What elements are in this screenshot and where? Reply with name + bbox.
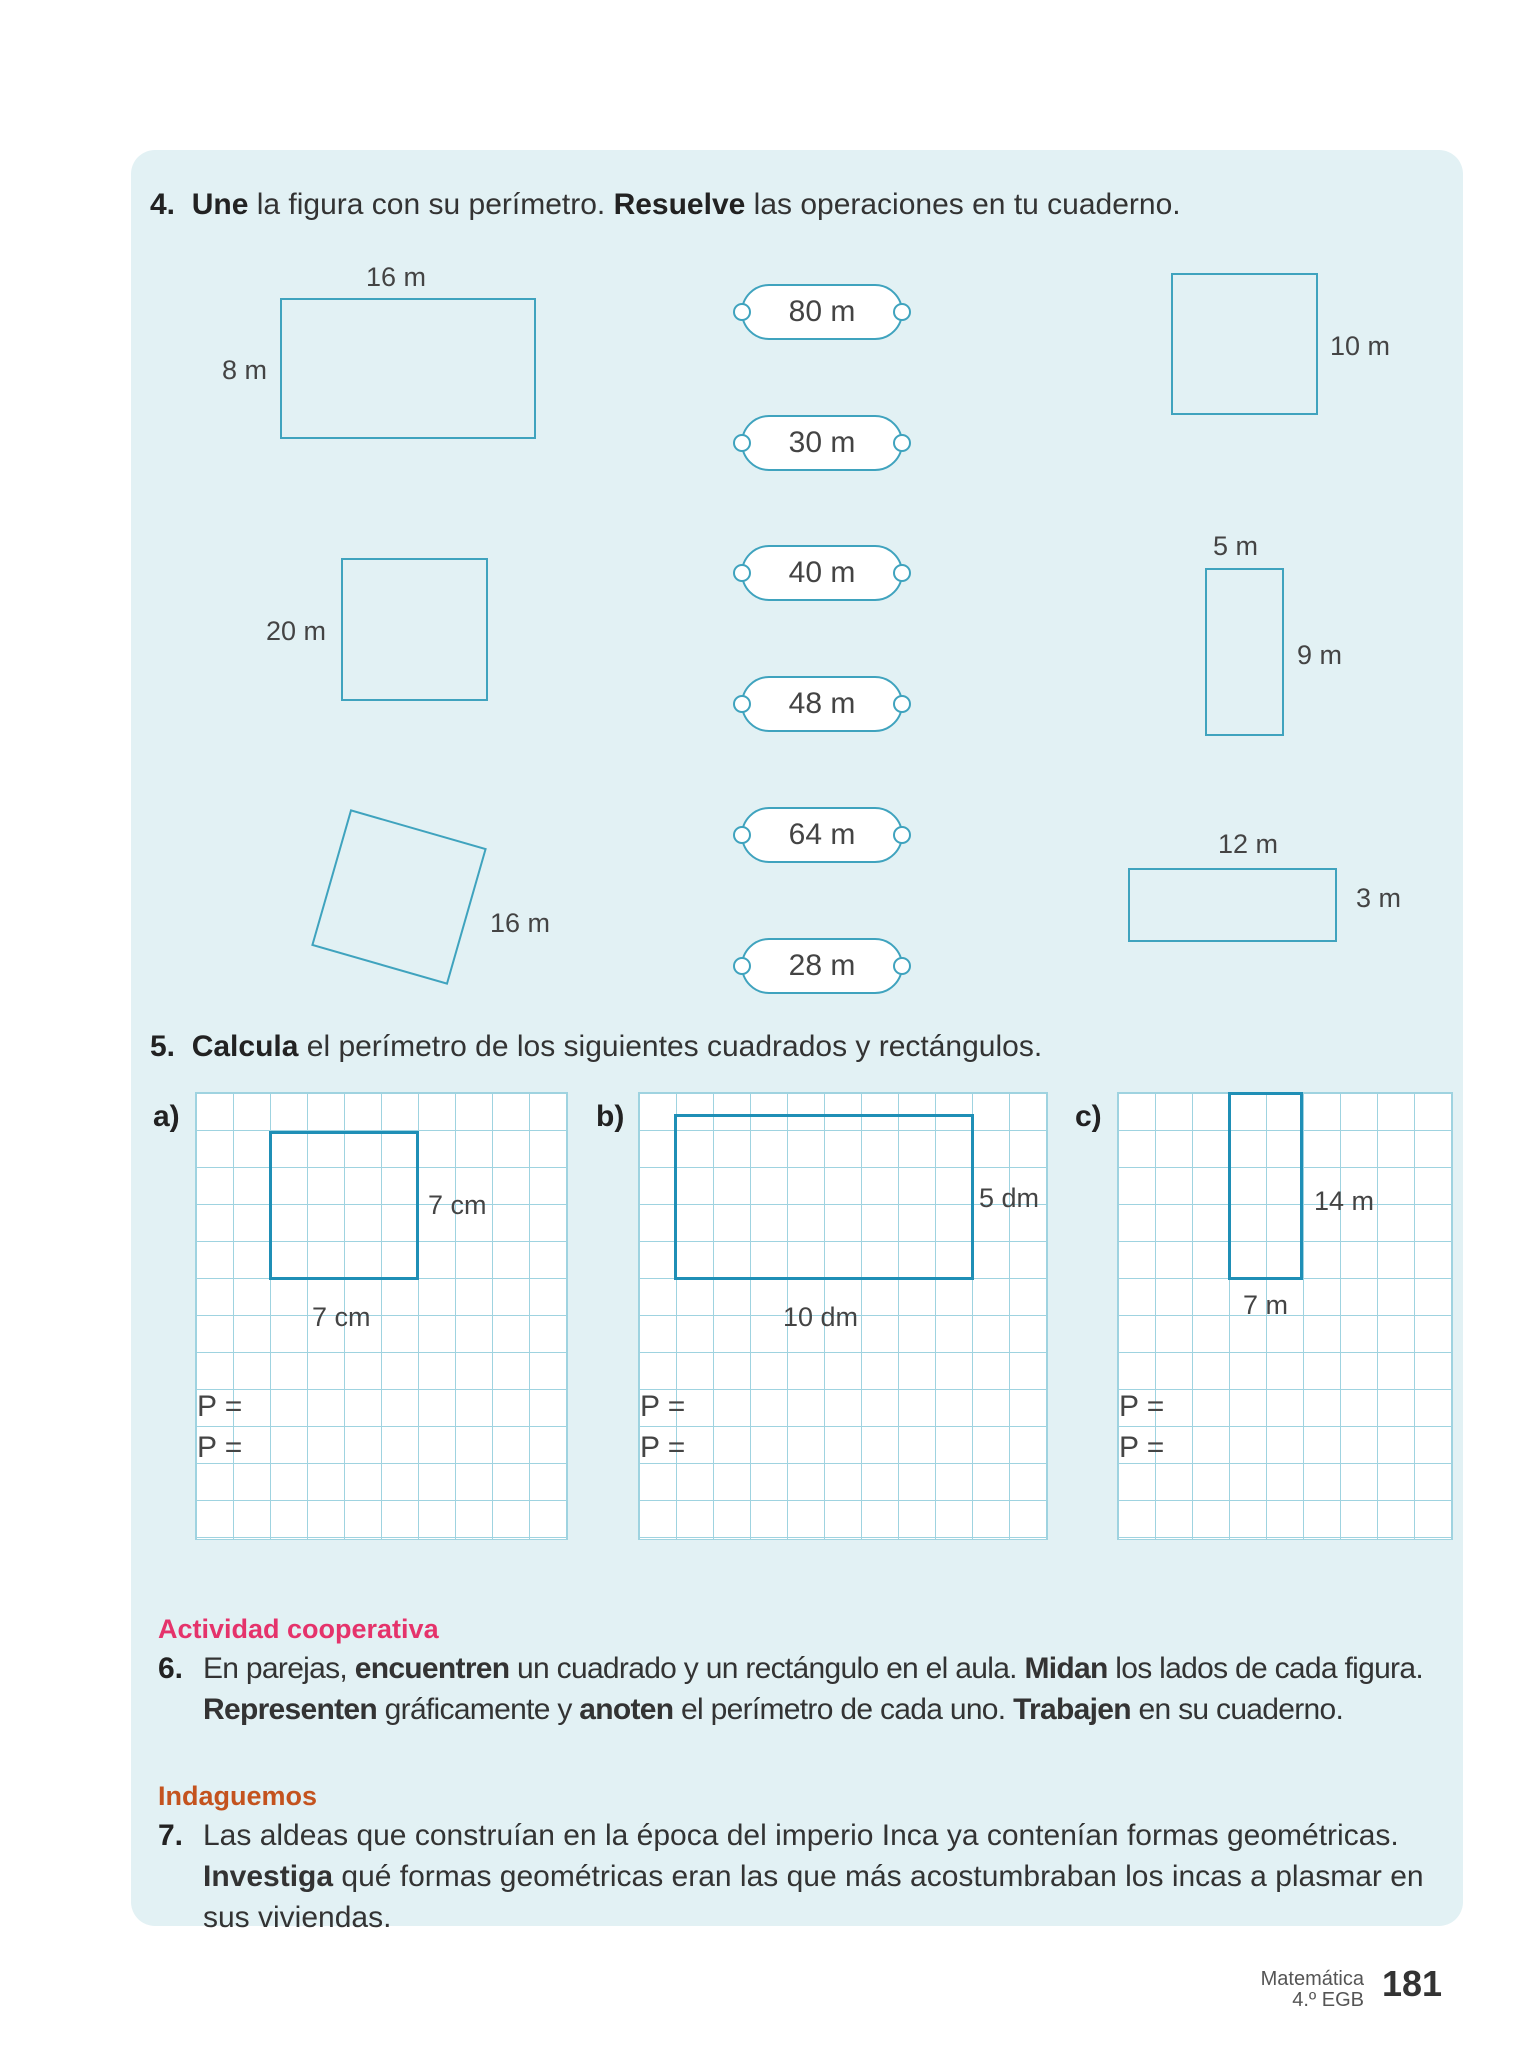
item-b-label: b)	[596, 1100, 625, 1133]
square1-side-label: 20 m	[266, 616, 327, 646]
question-6-text	[203, 1648, 1463, 1730]
instruction-verb: Investiga	[203, 1860, 334, 1893]
perimeter-answer-line[interactable]: P =	[640, 1431, 686, 1464]
item-a-side-right: 7 cm	[428, 1190, 487, 1220]
rect2-top-label: 5 m	[1213, 531, 1259, 561]
perimeter-value: 64 m	[788, 818, 856, 851]
instruction-verb: Trabajen	[1013, 1693, 1131, 1726]
item-c-label: c)	[1075, 1100, 1102, 1133]
instruction-verb: Calcula	[191, 1030, 299, 1063]
connector-dot[interactable]	[893, 695, 911, 713]
item-a-label: a)	[153, 1100, 180, 1133]
footer-subject: Matemática	[1260, 1968, 1364, 1990]
instruction-text: qué formas geométricas eran las que más acostumbraban los incas a plasmar en	[333, 1860, 1424, 1893]
perimeter-value: 80 m	[788, 295, 856, 328]
instruction-text: el perímetro de los siguientes cuadrados y rectángulos.	[298, 1030, 1043, 1063]
question-number: 4.	[150, 188, 176, 221]
question-number: 6.	[158, 1652, 184, 1685]
instruction-text: sus viviendas.	[203, 1901, 392, 1934]
perimeter-value: 48 m	[788, 687, 856, 720]
connector-dot[interactable]	[733, 434, 751, 452]
square-7cm	[269, 1131, 419, 1280]
rect3-side-label: 3 m	[1356, 883, 1402, 913]
instruction-text: un cuadrado y un rectángulo en el aula.	[509, 1652, 1025, 1685]
perimeter-answer-line[interactable]: P =	[1119, 1390, 1165, 1423]
page-number: 181	[1382, 1963, 1443, 2004]
instruction-verb: Une	[191, 188, 249, 221]
question-5-title	[150, 1030, 1042, 1064]
rectangle-16x8[interactable]	[280, 298, 536, 439]
connector-dot[interactable]	[733, 695, 751, 713]
perimeter-option[interactable]	[741, 415, 903, 471]
perimeter-option[interactable]	[741, 938, 903, 994]
square-20[interactable]	[341, 558, 488, 701]
perimeter-value: 28 m	[788, 949, 856, 982]
question-7-text	[203, 1815, 1463, 1938]
rect2-side-label: 9 m	[1297, 640, 1343, 670]
cooperative-activity-heading: Actividad cooperativa	[158, 1614, 439, 1644]
instruction-verb: anoten	[579, 1693, 674, 1726]
connector-dot[interactable]	[893, 564, 911, 582]
item-b-side-right: 5 dm	[979, 1183, 1040, 1213]
square-10[interactable]	[1171, 273, 1318, 415]
rectangle-10x5dm	[674, 1114, 974, 1280]
instruction-text: gráficamente y	[377, 1693, 580, 1726]
question-4-title	[150, 188, 1181, 222]
perimeter-option[interactable]	[741, 545, 903, 601]
connector-dot[interactable]	[893, 303, 911, 321]
rect3-top-label: 12 m	[1218, 829, 1279, 859]
question-number: 7.	[158, 1819, 184, 1852]
perimeter-value: 30 m	[788, 426, 856, 459]
perimeter-answer-line[interactable]: P =	[197, 1390, 243, 1423]
instruction-verb: Resuelve	[613, 188, 746, 221]
instruction-verb: encuentren	[354, 1652, 510, 1685]
perimeter-answer-line[interactable]: P =	[1119, 1431, 1165, 1464]
rectangle-5x9[interactable]	[1205, 568, 1284, 736]
perimeter-answer-line[interactable]: P =	[640, 1390, 686, 1423]
rectangle-12x3[interactable]	[1128, 868, 1337, 942]
research-heading: Indaguemos	[158, 1781, 318, 1811]
square2-side-label: 10 m	[1330, 331, 1391, 361]
perimeter-value: 40 m	[788, 556, 856, 589]
item-c-side-bottom: 7 m	[1243, 1290, 1289, 1320]
instruction-text: En parejas,	[203, 1652, 355, 1685]
perimeter-answer-line[interactable]: P =	[197, 1431, 243, 1464]
instruction-text: en su cuaderno.	[1130, 1693, 1344, 1726]
rect1-side-label: 8 m	[222, 355, 268, 385]
question-number: 5.	[150, 1030, 176, 1063]
instruction-verb: Midan	[1024, 1652, 1108, 1685]
rotated-square-side-label: 16 m	[490, 908, 551, 938]
item-b-side-bottom: 10 dm	[783, 1302, 859, 1332]
connector-dot[interactable]	[733, 303, 751, 321]
perimeter-option[interactable]	[741, 284, 903, 340]
instruction-text: las operaciones en tu cuaderno.	[745, 188, 1181, 221]
rectangle-7x14m	[1228, 1092, 1303, 1280]
connector-dot[interactable]	[893, 826, 911, 844]
instruction-text: Las aldeas que construían en la época del imperio Inca ya contenían formas geométricas.	[203, 1819, 1399, 1852]
connector-dot[interactable]	[733, 564, 751, 582]
item-c-side-right: 14 m	[1314, 1186, 1375, 1216]
instruction-text: la figura con su perímetro.	[248, 188, 614, 221]
footer-grade: 4.º EGB	[1292, 1989, 1364, 2011]
instruction-text: los lados de cada figura.	[1107, 1652, 1423, 1685]
connector-dot[interactable]	[733, 826, 751, 844]
instruction-text: el perímetro de cada uno.	[673, 1693, 1014, 1726]
instruction-verb: Representen	[203, 1693, 378, 1726]
perimeter-option[interactable]	[741, 807, 903, 863]
item-a-side-bottom: 7 cm	[312, 1302, 371, 1332]
connector-dot[interactable]	[893, 434, 911, 452]
rect1-top-label: 16 m	[366, 262, 427, 292]
connector-dot[interactable]	[893, 957, 911, 975]
connector-dot[interactable]	[733, 957, 751, 975]
perimeter-option[interactable]	[741, 676, 903, 732]
